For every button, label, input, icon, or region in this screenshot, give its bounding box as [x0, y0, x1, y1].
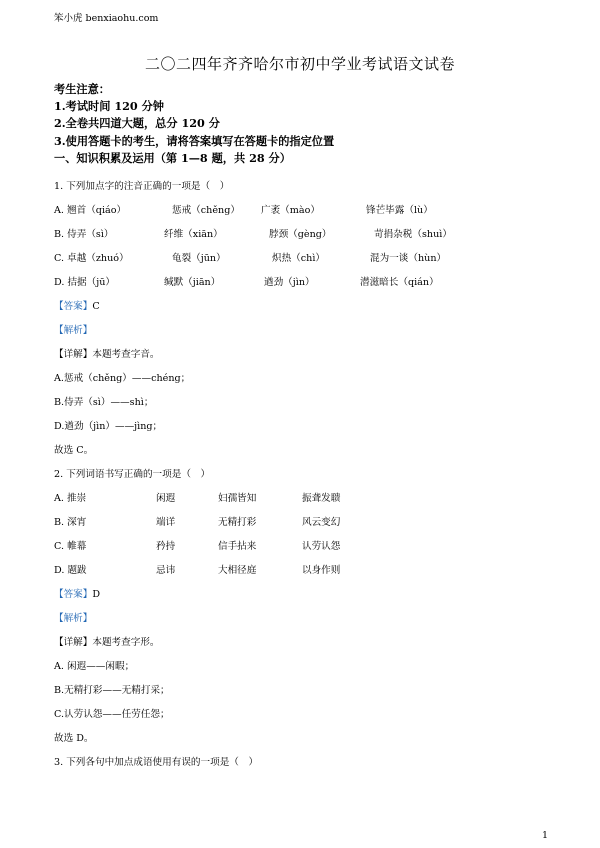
notice-item-1: 1.考试时间 120 分钟	[54, 99, 164, 113]
question-stem: 2. 下列词语书写正确的一项是（ ）	[54, 469, 211, 480]
watermark: 笨小虎 benxiaohu.com	[54, 13, 159, 24]
explanation-line: 故选 D。	[54, 733, 94, 744]
option-cell: 苛捐杂税（shuì）	[374, 229, 452, 240]
option-cell: 广袤（mào）	[261, 205, 320, 216]
option-cell: C. 帷幕	[54, 541, 87, 552]
notice-item-3: 3.使用答题卡的考生，请将答案填写在答题卡的指定位置	[54, 134, 335, 148]
option-cell: 脖颈（gèng）	[269, 229, 332, 240]
option-cell: 无精打彩	[218, 517, 257, 528]
option-cell: 忌讳	[156, 565, 176, 576]
option-cell: 缄默（jiān）	[164, 277, 221, 288]
option-cell: 振聋发聩	[302, 493, 341, 504]
page-title: 二〇二四年齐齐哈尔市初中学业考试语文试卷	[144, 55, 455, 73]
question-stem: 1. 下列加点字的注音正确的一项是（ ）	[54, 181, 230, 192]
answer-label: 【答案】	[54, 301, 93, 312]
explanation-line: B.侍弄（sì）——shì；	[54, 397, 154, 408]
answer-label: 【答案】	[54, 589, 93, 600]
detail-text: 【详解】本题考查字音。	[54, 349, 160, 360]
option-cell: 惩戒（chěng）	[172, 205, 240, 216]
explanation-line: C.认劳认怨——任劳任怨；	[54, 709, 170, 720]
option-cell: B. 侍弄（sì）	[54, 229, 114, 240]
option-cell: 闲遐	[156, 493, 176, 504]
page-number: 1	[541, 830, 548, 841]
notice-item-2: 2.全卷共四道大题，总分 120 分	[54, 116, 220, 130]
option-cell: 信手拈来	[218, 541, 257, 552]
explanation-line: 故选 C。	[54, 445, 94, 456]
option-cell: A. 翘首（qiáo）	[54, 205, 127, 216]
option-cell: D. 拮据（jū）	[54, 277, 115, 288]
analysis-label: 【解析】	[54, 325, 93, 336]
answer-line	[54, 298, 100, 312]
option-cell: 潜滋暗长（qián）	[360, 277, 439, 288]
question-stem: 3. 下列各句中加点成语使用有误的一项是（ ）	[54, 757, 259, 768]
detail-text: 【详解】本题考查字形。	[54, 637, 160, 648]
explanation-line: A. 闲遐——闲暇；	[54, 661, 135, 672]
explanation-line: D.遒劲（jìn）——jìng；	[54, 421, 163, 432]
option-cell: 妇孺皆知	[218, 493, 257, 504]
option-cell: 炽热（chì）	[272, 253, 325, 264]
option-cell: D. 题跋	[54, 565, 87, 576]
explanation-line: A.惩戒（chěng）——chéng；	[54, 373, 191, 384]
option-cell: A. 推崇	[54, 493, 87, 504]
explanation-line: B.无精打彩——无精打采；	[54, 685, 170, 696]
answer-value: D	[92, 589, 101, 600]
option-cell: 端详	[156, 517, 176, 528]
answer-value: C	[92, 301, 100, 312]
notice-heading: 考生注意：	[54, 82, 110, 96]
option-cell: 纤维（xiān）	[164, 229, 223, 240]
answer-line	[54, 586, 100, 600]
option-cell: 锋芒毕露（lù）	[366, 205, 433, 216]
option-cell: 混为一谈（hùn）	[370, 253, 447, 264]
option-cell: 以身作则	[302, 565, 341, 576]
section-heading: 一、知识积累及运用（第 1—8 题，共 28 分）	[54, 151, 291, 165]
option-cell: 龟裂（jūn）	[172, 253, 226, 264]
option-cell: 风云变幻	[302, 517, 341, 528]
option-cell: 矜持	[156, 541, 176, 552]
option-cell: C. 卓越（zhuó）	[54, 253, 129, 264]
analysis-label: 【解析】	[54, 613, 93, 624]
option-cell: B. 深宵	[54, 517, 87, 528]
option-cell: 遒劲（jìn）	[264, 277, 315, 288]
option-cell: 认劳认怨	[302, 541, 341, 552]
option-cell: 大相径庭	[218, 565, 257, 576]
